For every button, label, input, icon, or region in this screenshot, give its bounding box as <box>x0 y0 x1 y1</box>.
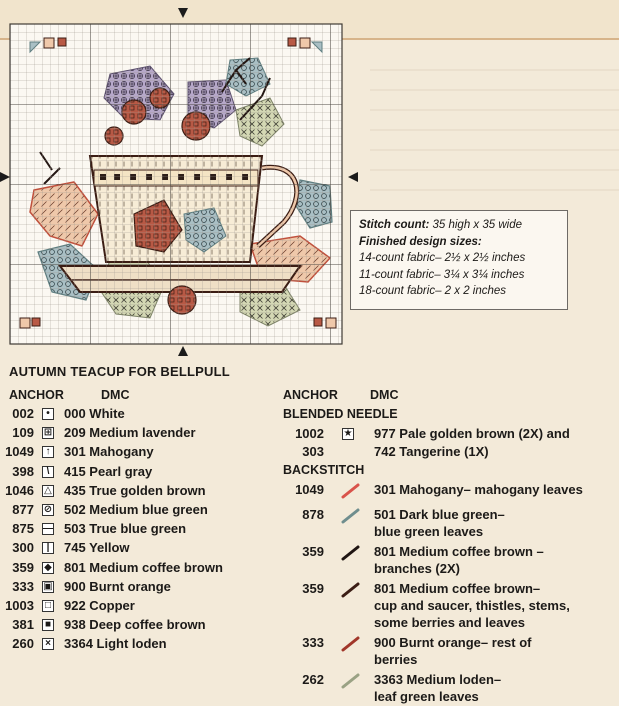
anchor-number: 1003 <box>5 598 34 613</box>
dmc-color-name: 745 Yellow <box>64 540 130 556</box>
dmc-color-name: some berries and leaves <box>374 615 526 630</box>
backstitch-row <box>290 507 610 541</box>
stitch-symbol-icon: — <box>43 523 53 535</box>
color-key-row <box>0 579 280 598</box>
dmc-color-name: berries <box>374 652 418 667</box>
color-key-row <box>0 598 280 617</box>
backstitch-line-icon <box>340 636 362 652</box>
color-key-row <box>0 464 280 483</box>
color-key-row <box>0 636 280 655</box>
blended-needle-title: BLENDED NEEDLE <box>283 407 398 421</box>
dmc-color-name: 977 Pale golden brown (2X) and <box>374 426 570 441</box>
color-key-row <box>0 617 280 636</box>
dmc-color-name: 3363 Medium loden– <box>374 672 502 687</box>
anchor-number: 359 <box>302 581 324 596</box>
backstitch-row <box>290 635 610 669</box>
anchor-number: 260 <box>12 636 34 652</box>
stitch-symbol-icon: △ <box>42 485 54 497</box>
anchor-header-right: ANCHOR <box>283 388 338 402</box>
backstitch-row <box>290 672 610 706</box>
anchor-number: 333 <box>302 635 324 650</box>
stitch-symbol-icon: × <box>42 638 54 650</box>
dmc-color-name: 415 Pearl gray <box>64 463 153 479</box>
dmc-color-name: 900 Burnt orange– rest of <box>374 635 532 650</box>
dmc-color-name: 3364 Light loden <box>64 636 167 652</box>
center-arrow-right <box>348 172 358 182</box>
anchor-number: 333 <box>12 578 34 594</box>
size-14-count: 14-count fabric– 2½ x 2½ inches <box>359 252 526 264</box>
stitch-symbol-icon: • <box>42 408 54 420</box>
anchor-number: 878 <box>302 507 324 522</box>
color-key-row <box>0 502 280 521</box>
anchor-number: 1046 <box>5 482 34 498</box>
finished-sizes-label: Finished design sizes: <box>359 235 482 248</box>
backstitch-row <box>290 482 610 499</box>
dmc-color-name: cup and saucer, thistles, stems, <box>374 598 570 613</box>
anchor-number: 875 <box>12 521 34 537</box>
stitch-symbol-icon: | <box>42 542 54 554</box>
backstitch-line-icon <box>340 483 362 499</box>
dmc-color-name: 301 Mahogany <box>64 444 154 460</box>
stitch-symbol-icon: \ <box>42 466 54 478</box>
anchor-number: 359 <box>302 544 324 559</box>
anchor-number: 1049 <box>295 482 324 497</box>
size-11-count: 11-count fabric– 3¼ x 3¼ inches <box>359 268 525 281</box>
backstitch-row <box>290 544 610 578</box>
anchor-number: 109 <box>12 425 34 441</box>
color-key-row <box>0 560 280 579</box>
dmc-color-name: 000 White <box>64 406 125 421</box>
stitch-symbol-icon: ⊞ <box>43 427 53 439</box>
color-key-row <box>0 406 280 425</box>
backstitch-line-icon <box>340 582 362 598</box>
center-arrow-left <box>0 172 10 182</box>
anchor-number: 1049 <box>5 444 34 460</box>
dmc-color-name: 209 Medium lavender <box>64 425 196 441</box>
center-arrow-bottom <box>178 346 188 356</box>
blended-needle-row <box>290 444 610 463</box>
stitch-count-label: Stitch count: <box>359 219 430 231</box>
backstitch-row <box>290 581 610 632</box>
key-title: AUTUMN TEACUP FOR BELLPULL <box>9 364 230 379</box>
anchor-number: 002 <box>12 406 34 421</box>
anchor-number: 359 <box>12 559 34 575</box>
backstitch-line-icon <box>340 673 362 689</box>
anchor-number: 1002 <box>295 426 324 441</box>
backstitch-title: BACKSTITCH <box>283 463 365 477</box>
stitch-symbol-icon: ■ <box>42 619 54 631</box>
stitch-count-value: 35 high x 35 wide <box>432 219 522 231</box>
anchor-number: 398 <box>12 463 34 479</box>
dmc-color-name: 301 Mahogany– mahogany leaves <box>374 482 583 497</box>
dmc-color-name: branches (2X) <box>374 561 460 576</box>
dmc-header-right: DMC <box>370 388 399 402</box>
dmc-color-name: 900 Burnt orange <box>64 578 171 594</box>
dmc-color-name: 501 Dark blue green– <box>374 507 505 522</box>
color-key-row <box>0 521 280 540</box>
backstitch-line-icon <box>340 508 362 524</box>
anchor-number: 877 <box>12 502 34 517</box>
dmc-header-left: DMC <box>101 388 130 402</box>
anchor-number: 300 <box>12 540 34 556</box>
chart-grid <box>0 0 360 360</box>
stitch-symbol-icon: ↑ <box>42 446 54 458</box>
color-key-row <box>0 425 280 444</box>
stitch-symbol-icon: □ <box>42 600 54 612</box>
color-key-row <box>0 483 280 502</box>
dmc-color-name: 801 Medium coffee brown <box>64 559 223 575</box>
anchor-header-left: ANCHOR <box>9 388 64 402</box>
center-arrow-top <box>178 8 188 18</box>
anchor-number: 262 <box>302 672 324 687</box>
backstitch-line-icon <box>340 545 362 561</box>
stitch-symbol-icon: ⊘ <box>43 504 53 515</box>
star-symbol-icon: ★ <box>343 428 353 439</box>
dmc-color-name: 801 Medium coffee brown – <box>374 544 544 559</box>
cross-stitch-chart <box>0 0 360 360</box>
dmc-color-name: leaf green leaves <box>374 689 479 704</box>
dmc-color-name: 922 Copper <box>64 598 135 613</box>
blended-needle-row <box>290 426 610 445</box>
stitch-symbol-icon: ◆ <box>42 562 54 574</box>
dmc-color-name: 801 Medium coffee brown– <box>374 581 541 596</box>
size-18-count: 18-count fabric– 2 x 2 inches <box>359 285 507 297</box>
anchor-number: 381 <box>12 617 34 633</box>
stitch-symbol-icon: ▣ <box>43 580 53 592</box>
dmc-color-name: blue green leaves <box>374 524 484 539</box>
dmc-color-name: 502 Medium blue green <box>64 502 208 517</box>
color-key-row <box>0 540 280 559</box>
stitch-count-line <box>359 217 559 234</box>
stitch-info-box <box>350 210 568 310</box>
dmc-color-name: 742 Tangerine (1X) <box>374 444 489 459</box>
dmc-color-name: 938 Deep coffee brown <box>64 617 206 633</box>
anchor-number: 303 <box>302 444 324 459</box>
color-key-row <box>0 444 280 463</box>
dmc-color-name: 503 True blue green <box>64 521 187 537</box>
dmc-color-name: 435 True golden brown <box>64 482 206 498</box>
